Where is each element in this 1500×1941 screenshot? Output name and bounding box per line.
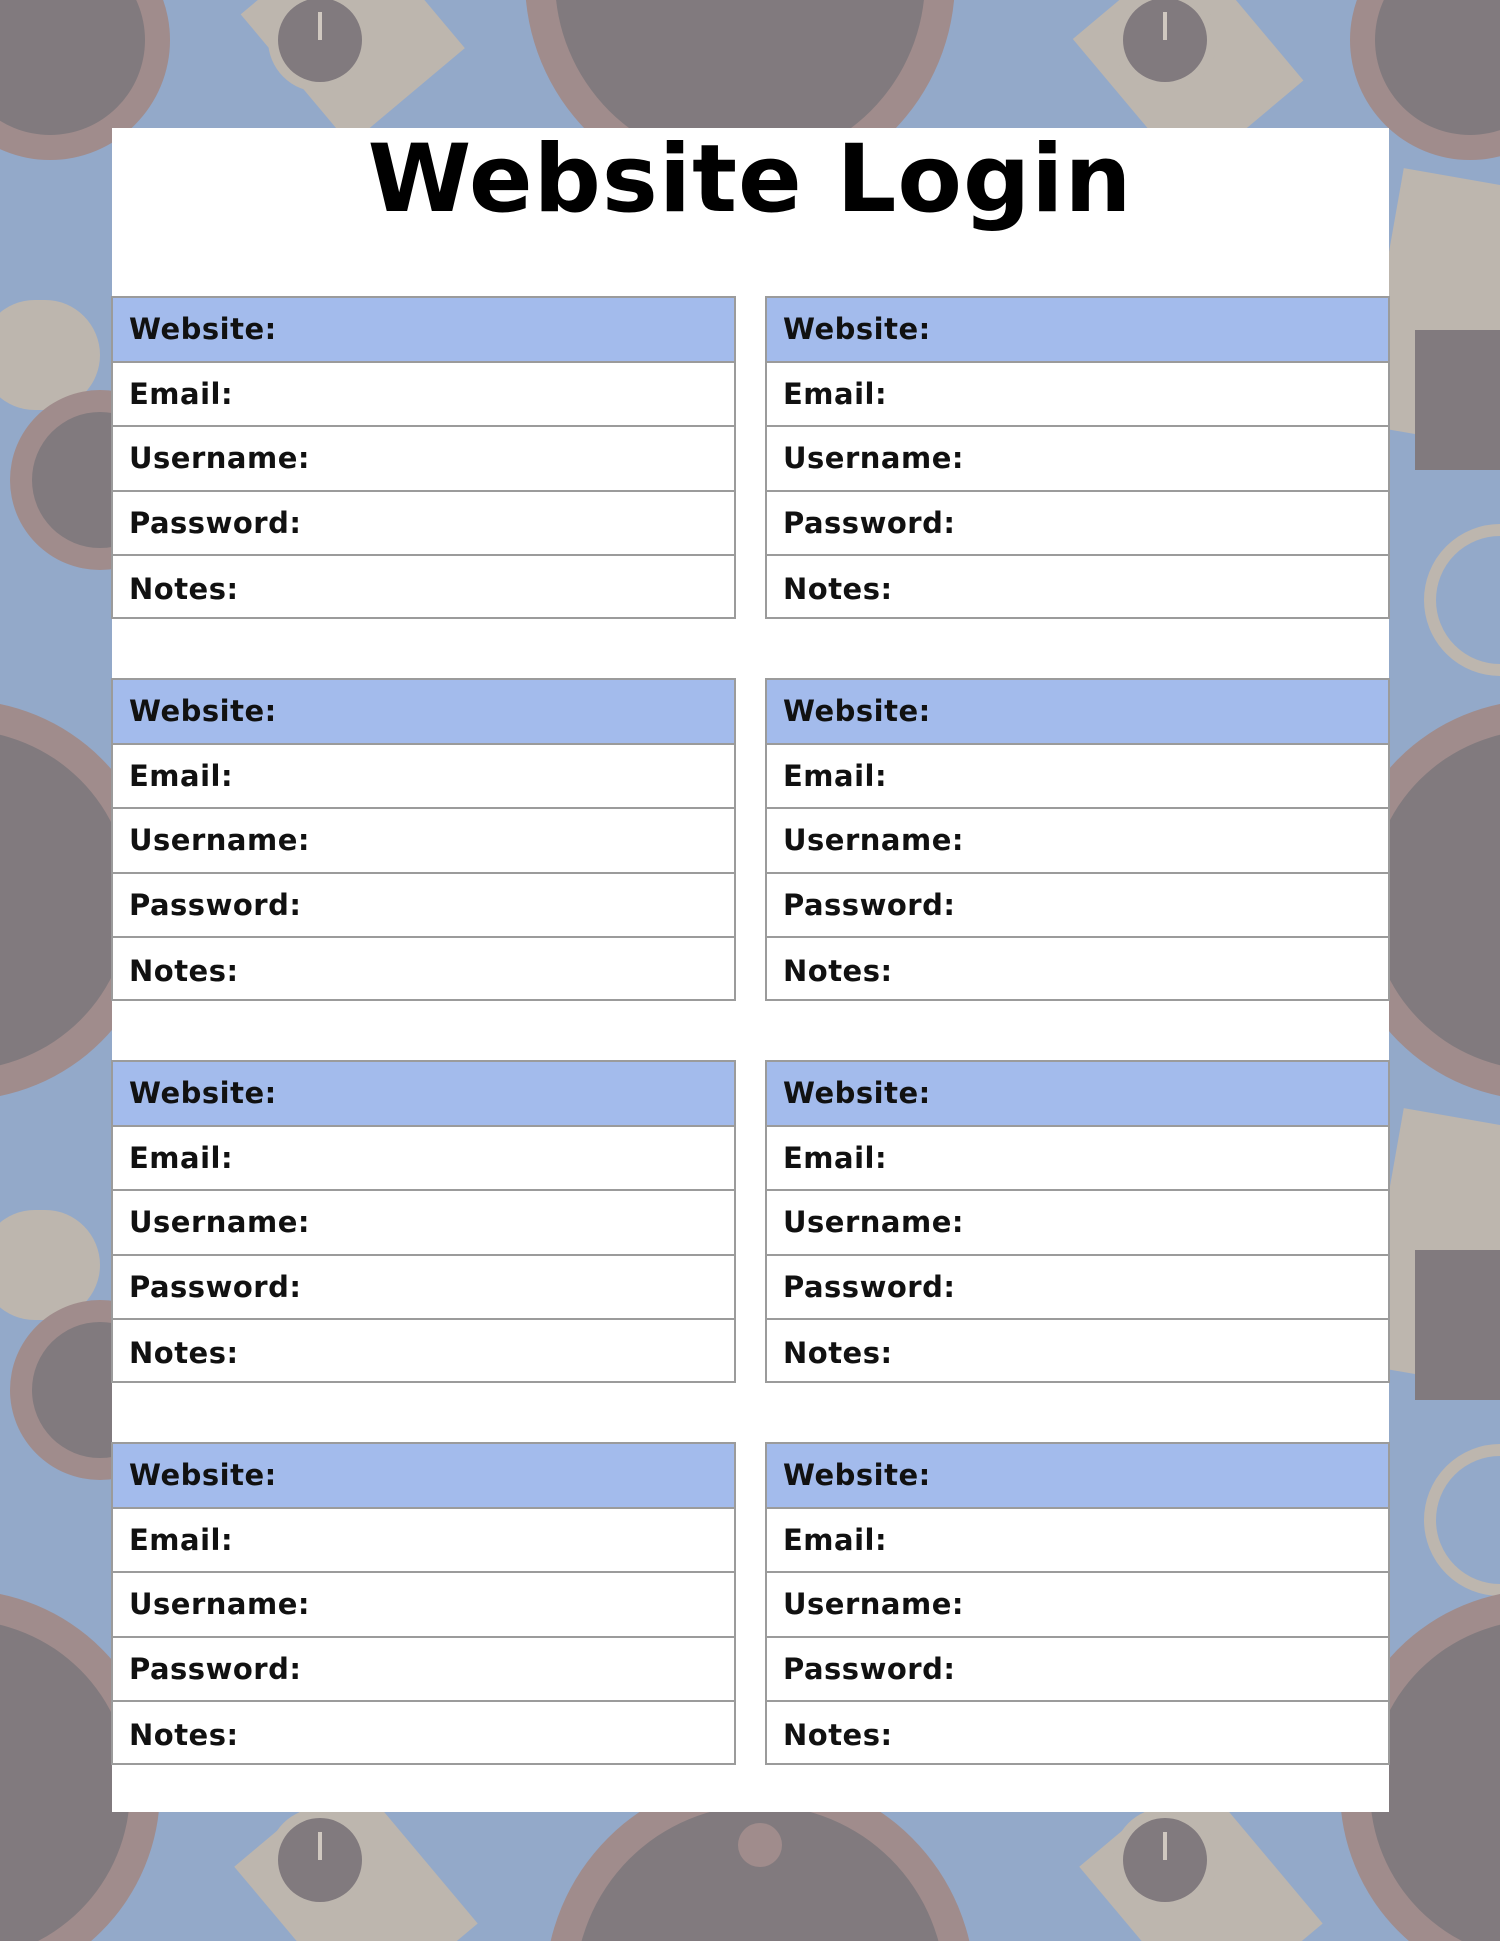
notes-field[interactable] [113,1320,734,1385]
email-label: Email: [129,1522,234,1557]
notes-field[interactable] [767,1320,1388,1385]
website-field[interactable] [113,680,734,745]
notes-label: Notes: [783,953,893,988]
website-field[interactable] [767,298,1388,363]
login-card [111,678,736,1001]
password-field[interactable] [113,1638,734,1703]
email-label: Email: [783,1140,888,1175]
password-label: Password: [783,888,956,923]
username-field[interactable] [767,809,1388,874]
email-field[interactable] [767,1509,1388,1574]
login-card [111,296,736,619]
login-card [765,1442,1390,1765]
password-label: Password: [129,506,302,541]
password-field[interactable] [767,1638,1388,1703]
username-label: Username: [129,441,310,476]
username-field[interactable] [767,427,1388,492]
password-label: Password: [783,1270,956,1305]
website-field[interactable] [767,1444,1388,1509]
login-card [765,678,1390,1001]
website-field[interactable] [113,1444,734,1509]
page-title: Website Login [367,125,1133,234]
website-label: Website: [129,1076,277,1111]
email-field[interactable] [767,1127,1388,1192]
website-label: Website: [783,1076,931,1111]
website-label: Website: [783,312,931,347]
username-label: Username: [783,1205,964,1240]
password-field[interactable] [767,1256,1388,1321]
notes-field[interactable] [113,556,734,621]
website-field[interactable] [767,1062,1388,1127]
password-label: Password: [129,888,302,923]
username-field[interactable] [767,1573,1388,1638]
notes-label: Notes: [783,1335,893,1370]
email-field[interactable] [113,363,734,428]
notes-label: Notes: [129,1335,239,1370]
login-card [765,296,1390,619]
username-field[interactable] [767,1191,1388,1256]
website-label: Website: [129,694,277,729]
username-label: Username: [129,823,310,858]
username-field[interactable] [113,427,734,492]
email-field[interactable] [113,1127,734,1192]
notes-field[interactable] [767,556,1388,621]
login-card [765,1060,1390,1383]
website-field[interactable] [767,680,1388,745]
notes-field[interactable] [113,938,734,1003]
website-field[interactable] [113,1062,734,1127]
website-label: Website: [783,694,931,729]
email-label: Email: [129,758,234,793]
email-label: Email: [129,1140,234,1175]
email-field[interactable] [113,745,734,810]
email-field[interactable] [113,1509,734,1574]
notes-label: Notes: [129,953,239,988]
username-label: Username: [783,441,964,476]
email-label: Email: [129,376,234,411]
password-field[interactable] [767,874,1388,939]
username-label: Username: [129,1205,310,1240]
login-card [111,1060,736,1383]
login-card [111,1442,736,1765]
password-label: Password: [129,1652,302,1687]
password-label: Password: [783,506,956,541]
notes-field[interactable] [767,1702,1388,1767]
password-label: Password: [783,1652,956,1687]
notes-label: Notes: [129,571,239,606]
website-label: Website: [129,1458,277,1493]
email-label: Email: [783,758,888,793]
email-field[interactable] [767,745,1388,810]
username-field[interactable] [113,1191,734,1256]
password-field[interactable] [113,492,734,557]
email-label: Email: [783,1522,888,1557]
website-label: Website: [783,1458,931,1493]
password-label: Password: [129,1270,302,1305]
password-field[interactable] [113,1256,734,1321]
email-label: Email: [783,376,888,411]
username-label: Username: [783,1587,964,1622]
notes-field[interactable] [113,1702,734,1767]
username-label: Username: [783,823,964,858]
notes-label: Notes: [783,571,893,606]
notes-field[interactable] [767,938,1388,1003]
password-field[interactable] [113,874,734,939]
username-field[interactable] [113,1573,734,1638]
email-field[interactable] [767,363,1388,428]
website-label: Website: [129,312,277,347]
notes-label: Notes: [783,1717,893,1752]
username-field[interactable] [113,809,734,874]
password-field[interactable] [767,492,1388,557]
website-field[interactable] [113,298,734,363]
username-label: Username: [129,1587,310,1622]
notes-label: Notes: [129,1717,239,1752]
